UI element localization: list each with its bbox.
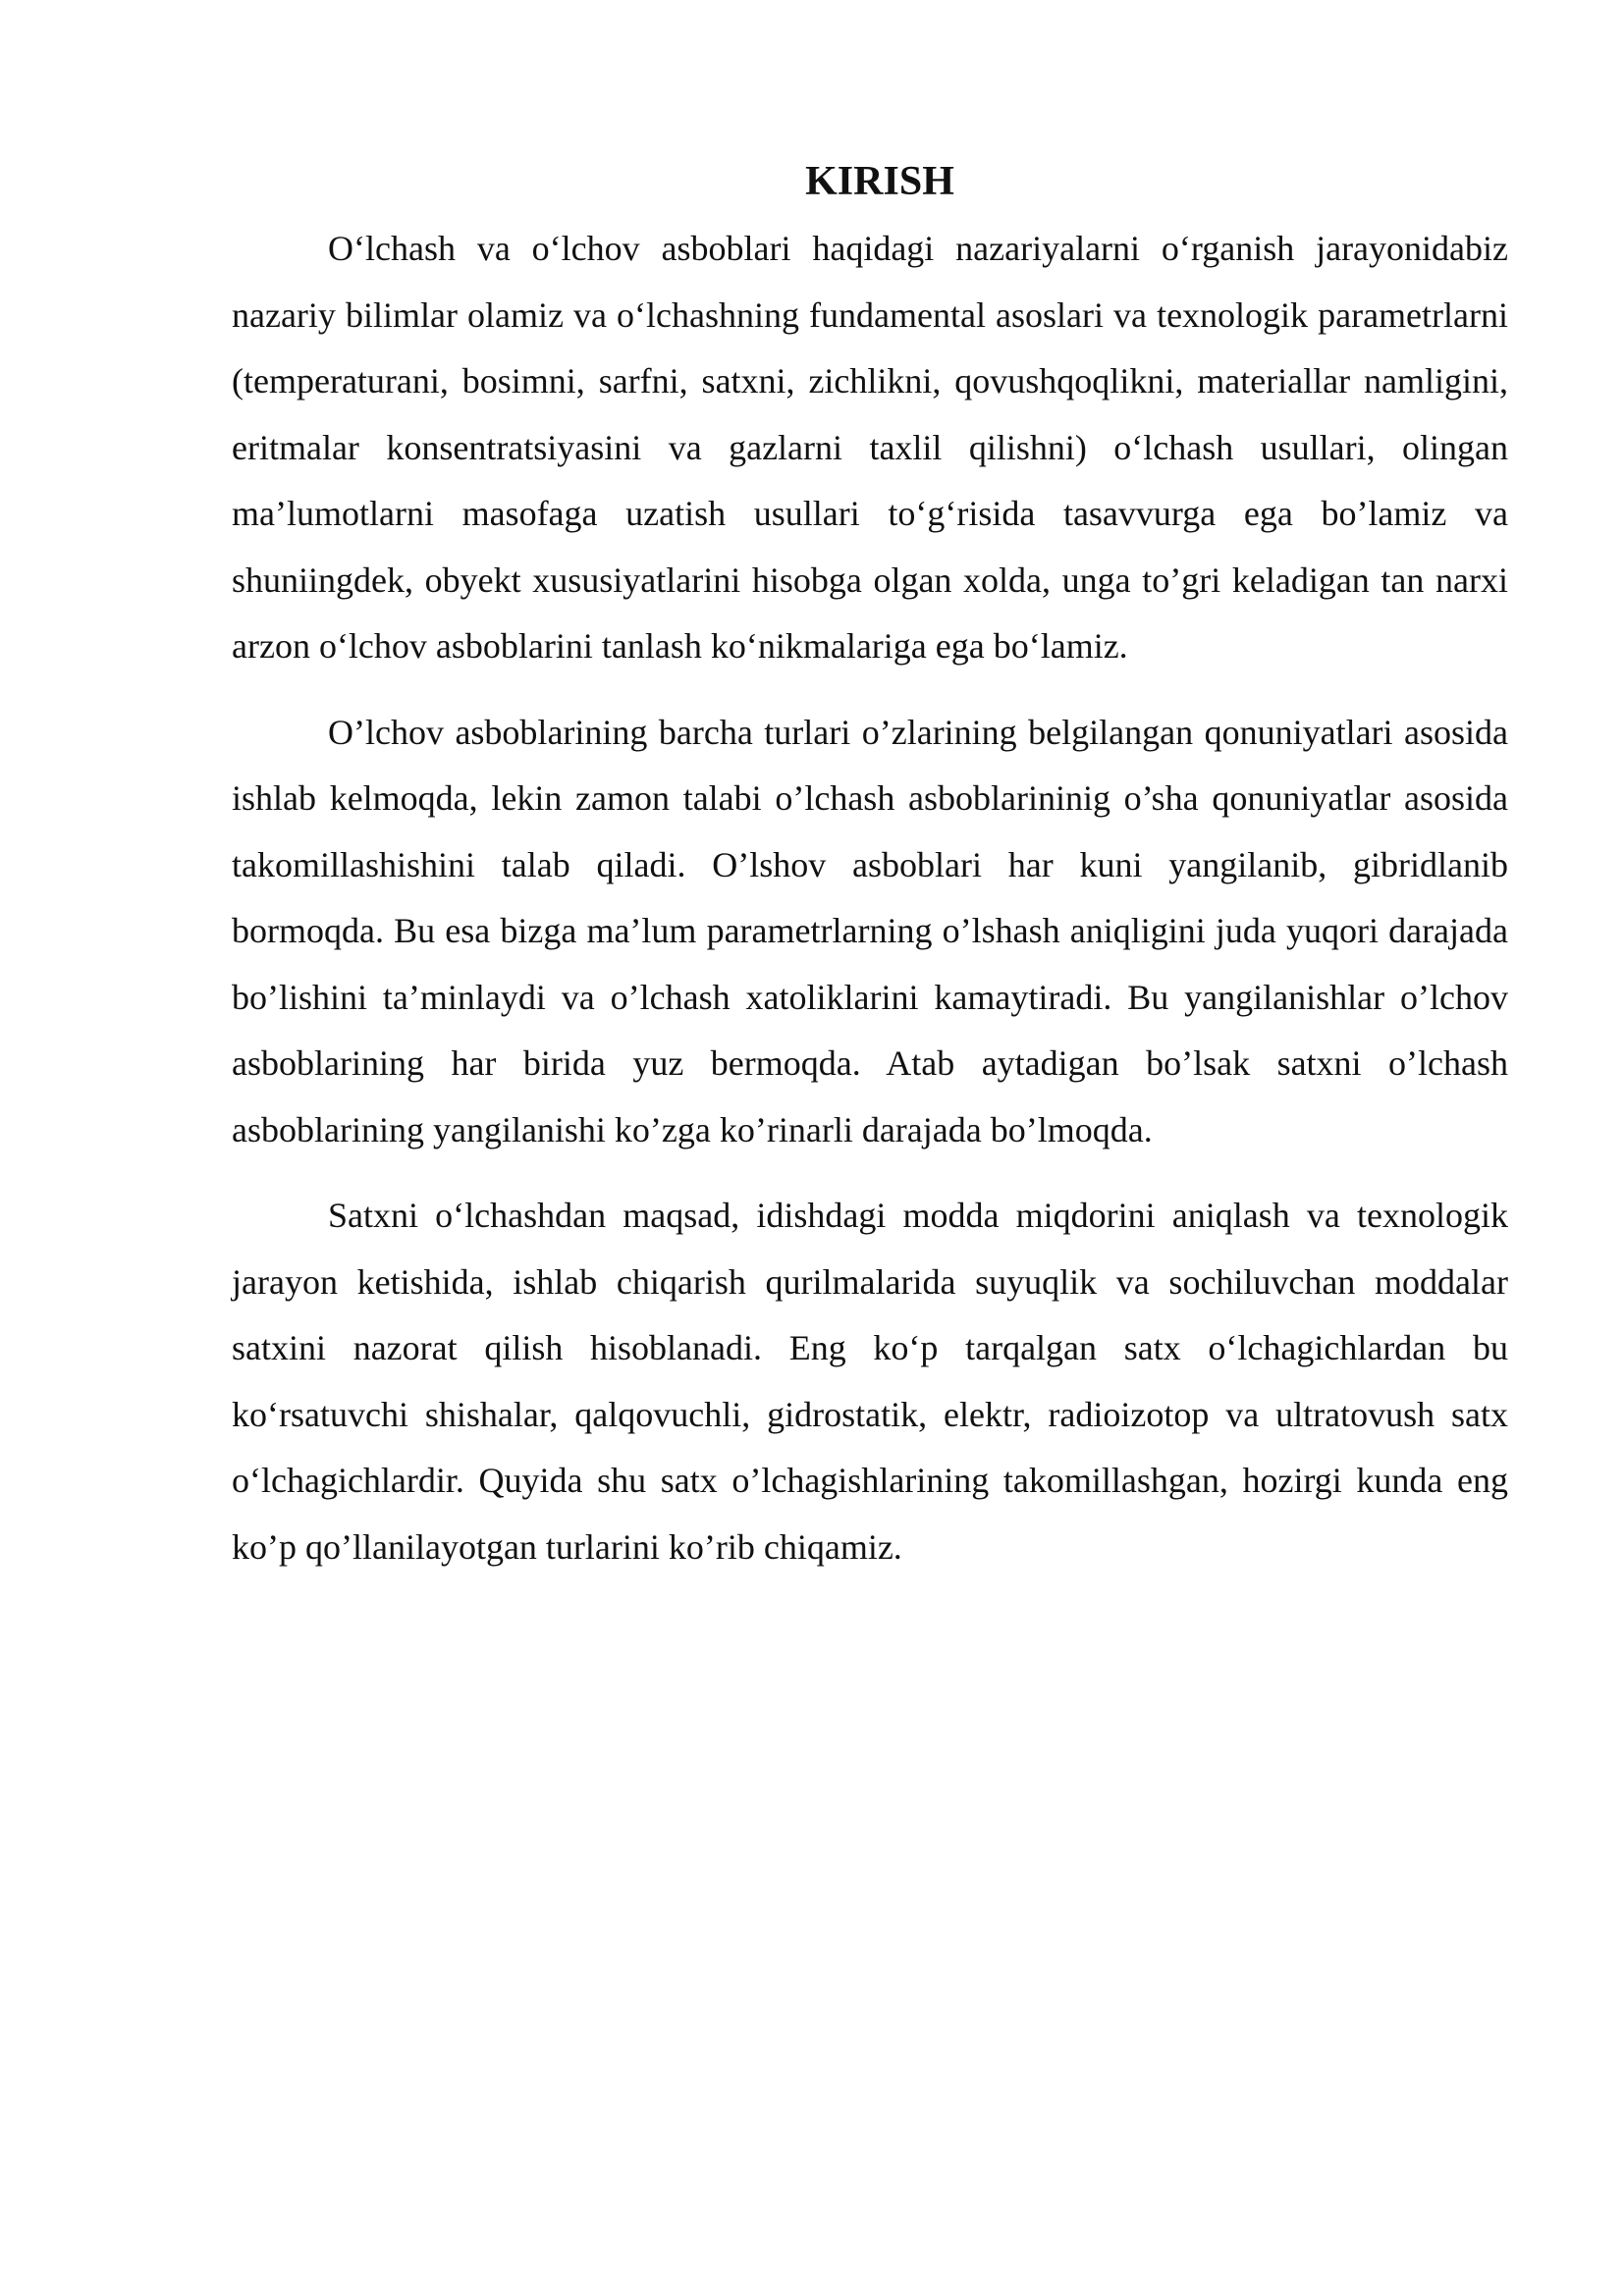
paragraph-1: O‘lchash va o‘lchov asboblari haqidagi nazariyalarni o‘rganish jarayonidabiz nazariy bilimlar olamiz va o‘lchashning fundamental asoslari va texnologik parametrlarni (temperaturani, bosimni, sarfni, satxni, zichlikni, qovushqoqlikni, materiallar namligini, eritmalar konsentratsiyasini va gazlarni taxlil qilishni) o‘lchash usullari, olingan ma’lumotlarni masofaga uzatish usullari to‘g‘risida tasavvurga ega bo’lamiz va shuniingdek, obyekt xususiyatlarini hisobga olgan xolda, unga to’gri keladigan tan narxi arzon o‘lchov asboblarini tanlash ko‘nikmalariga ega bo‘lamiz. bbox=[232, 229, 1508, 666]
paragraph-3: Satxni o‘lchashdan maqsad, idishdagi modda miqdorini aniqlash va texnologik jarayon ketishida, ishlab chiqarish qurilmalarida suyuqlik va sochiluvchan moddalar satxini nazorat qilish hisoblanadi. Eng ko‘p tarqalgan satx o‘lchagichlardan bu ko‘rsatuvchi shishalar, qalqovuchli, gidrostatik, elektr, radioizotop va ultratovush satx o‘lchagichlardir. Quyida shu satx o’lchagishlarining takomillashgan, hozirgi kunda eng ko’p qo’llanilayotgan turlarini ko’rib chiqamiz. bbox=[232, 1196, 1508, 1567]
document-body bbox=[232, 147, 1508, 1600]
page-title: KIRISH bbox=[805, 159, 954, 204]
paragraph-2: O’lchov asboblarining barcha turlari o’zlarining belgilangan qonuniyatlari asosida ishlab kelmoqda, lekin zamon talabi o’lchash asboblarininig o’sha qonuniyatlar asosida takomillashishini talab qiladi. O’lshov asboblari har kuni yangilanib, gibridlanib bormoqda. Bu esa bizga ma’lum parametrlarning o’lshash aniqligini juda yuqori darajada bo’lishini ta’minlaydi va o’lchash xatoliklarini kamaytiradi. Bu yangilanishlar o’lchov asboblarining har birida yuz bermoqda. Atab aytadigan bo’lsak satxni o’lchash asboblarining yangilanishi ko’zga ko’rinarli darajada bo’lmoqda. bbox=[232, 712, 1508, 1149]
